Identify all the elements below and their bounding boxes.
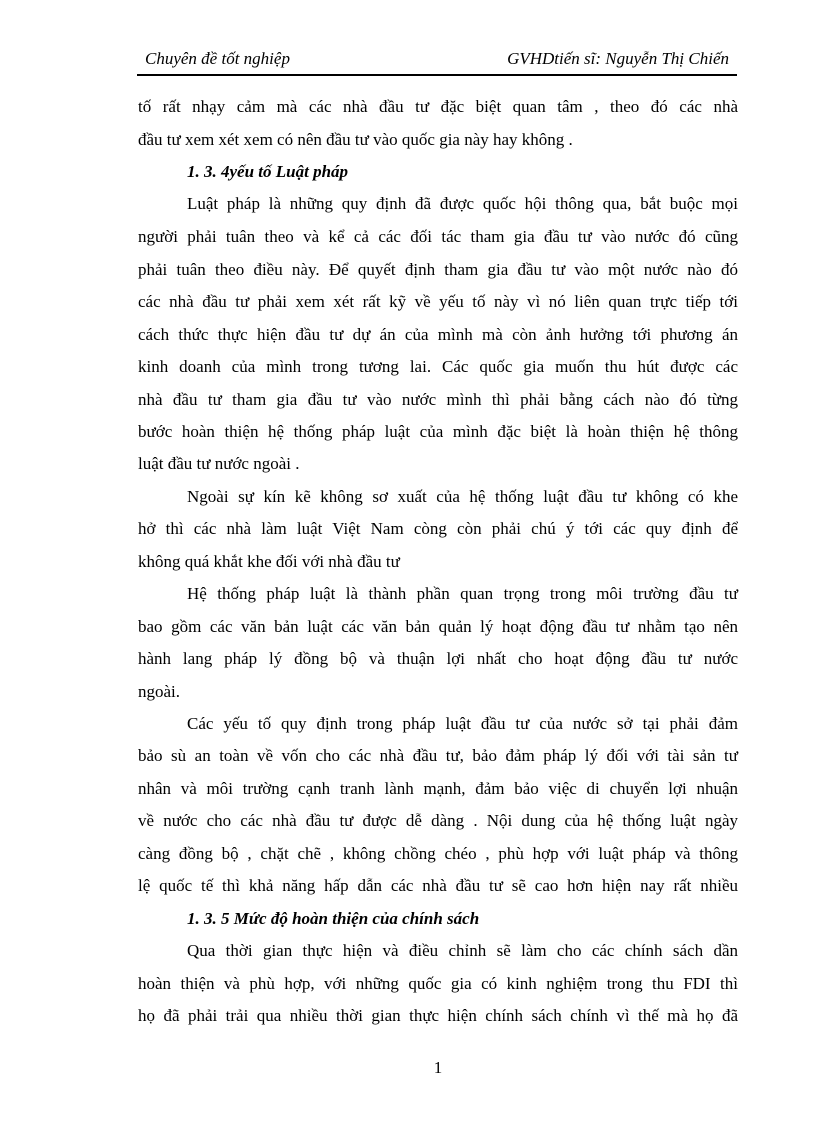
body-line: càng đồng bộ , chặt chẽ , không chồng chéo , phù hợp với luật pháp và thông bbox=[138, 844, 738, 863]
body-line: bao gồm các văn bản luật các văn bản quản lý hoạt động đầu tư nhằm tạo nên bbox=[138, 617, 738, 636]
body-line: về nước cho các nhà đầu tư được dễ dàng . Nội dung của hệ thống luật ngày bbox=[138, 811, 738, 830]
body-line: hành lang pháp lý đồng bộ và thuận lợi nhất cho hoạt động đầu tư nước bbox=[138, 649, 738, 668]
body-line: không quá khắt khe đối với nhà đầu tư bbox=[138, 552, 400, 571]
body-line: kinh doanh của mình trong tương lai. Các quốc gia muốn thu hút được các bbox=[138, 357, 738, 376]
header-right-supervisor: GVHDtiến sĩ: Nguyễn Thị Chiến bbox=[507, 49, 729, 68]
body-line: các nhà đầu tư phải xem xét rất kỹ về yếu tố này vì nó liên quan trực tiếp tới bbox=[138, 292, 738, 311]
body-line: nhà đầu tư tham gia đầu tư vào nước mình thì phải bằng cách nào đó từng bbox=[138, 390, 738, 409]
body-line: cách thức thực hiện đầu tư dự án của mình mà còn ảnh hưởng tới phương án bbox=[138, 325, 738, 344]
body-line: đầu tư xem xét xem có nên đầu tư vào quốc gia này hay không . bbox=[138, 130, 573, 149]
body-line: tố rất nhạy cảm mà các nhà đầu tư đặc biệt quan tâm , theo đó các nhà bbox=[138, 97, 738, 116]
section-heading-1-3-5: 1. 3. 5 Mức độ hoàn thiện của chính sách bbox=[187, 909, 480, 928]
body-line: ngoài. bbox=[138, 682, 181, 701]
body-line: hở thì các nhà làm luật Việt Nam còng còn phải chú ý tới các quy định để bbox=[138, 519, 738, 538]
body-line: nhân và môi trường cạnh tranh lành mạnh, đảm bảo việc di chuyển lợi nhuận bbox=[138, 779, 738, 798]
body-line: bước hoàn thiện hệ thống pháp luật của mình đặc biệt là hoàn thiện hệ thông bbox=[138, 422, 738, 441]
body-line: Ngoài sự kín kẽ không sơ xuất của hệ thống luật đầu tư không có khe bbox=[187, 487, 738, 506]
body-line: bảo sù an toàn về vốn cho các nhà đầu tư, bảo đảm pháp lý đối với tài sản tư bbox=[138, 746, 738, 765]
page-header bbox=[137, 46, 737, 76]
body-line: người phải tuân theo và kể cả các đối tác tham gia đầu tư vào nước đó cũng bbox=[138, 227, 738, 246]
body-line: Hệ thống pháp luật là thành phần quan trọng trong môi trường đầu tư bbox=[187, 584, 738, 603]
page-number: 1 bbox=[433, 1058, 443, 1077]
section-heading-1-3-4: 1. 3. 4yếu tố Luật pháp bbox=[187, 162, 349, 181]
body-line: lệ quốc tế thì khả năng hấp dẫn các nhà đầu tư sẽ cao hơn hiện nay rất nhiều bbox=[138, 876, 738, 895]
body-line: phải tuân theo điều này. Để quyết định tham gia đầu tư vào một nước nào đó bbox=[138, 260, 738, 279]
body-line: luật đầu tư nước ngoài . bbox=[138, 454, 300, 473]
header-left-title: Chuyên đề tốt nghiệp bbox=[145, 49, 290, 68]
body-line: họ đã phải trải qua nhiều thời gian thực hiện chính sách chính vì thế mà họ đã bbox=[138, 1006, 738, 1025]
body-line: hoàn thiện và phù hợp, với những quốc gia có kinh nghiệm trong thu FDI thì bbox=[138, 974, 738, 993]
body-line: Các yếu tố quy định trong pháp luật đầu tư của nước sở tại phải đảm bbox=[187, 714, 738, 733]
body-line: Luật pháp là những quy định đã được quốc hội thông qua, bắt buộc mọi bbox=[187, 194, 738, 213]
body-line: Qua thời gian thực hiện và điều chỉnh sẽ làm cho các chính sách dần bbox=[187, 941, 738, 960]
